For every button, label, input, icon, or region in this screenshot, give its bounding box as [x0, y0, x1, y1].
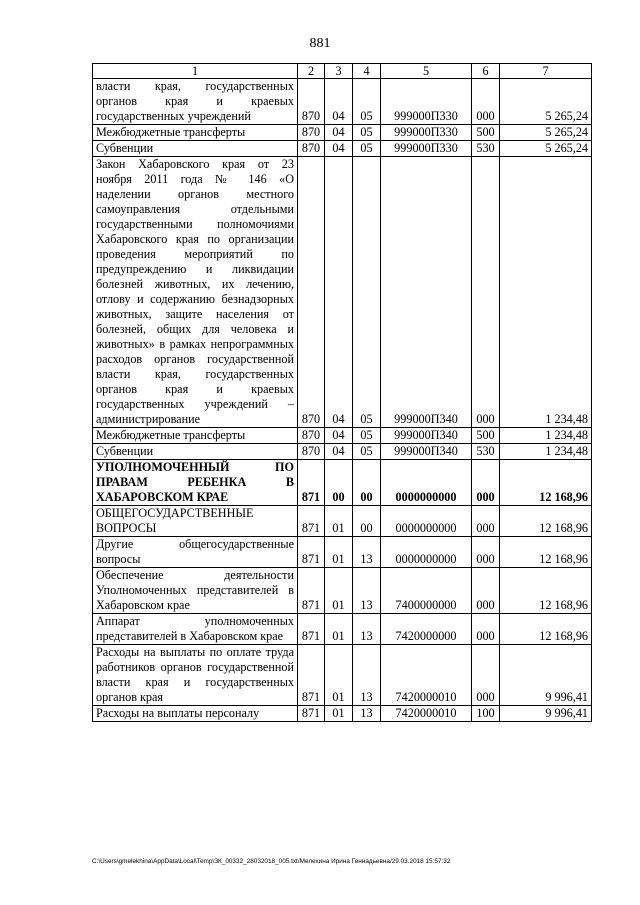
row-code-subsection: 13: [353, 706, 381, 722]
row-code-ministry: 870: [298, 444, 325, 460]
row-code-subsection: 05: [353, 444, 381, 460]
row-code-expense-type: 000: [472, 614, 500, 645]
row-code-target: 999000П330: [381, 79, 472, 125]
row-code-subsection: 05: [353, 79, 381, 125]
row-code-ministry: 871: [298, 460, 325, 506]
row-code-expense-type: 000: [472, 506, 500, 537]
row-name: власти края, государственных органов края и краевых государственных учреждений: [93, 79, 298, 125]
row-code-expense-type: 000: [472, 157, 500, 428]
row-code-target: 7420000000: [381, 614, 472, 645]
row-code-expense-type: 000: [472, 460, 500, 506]
column-header: 4: [353, 64, 381, 79]
row-amount: 5 265,24: [500, 79, 592, 125]
row-code-ministry: 871: [298, 706, 325, 722]
row-amount: 12 168,96: [500, 506, 592, 537]
table-row: [93, 537, 592, 568]
row-code-ministry: 871: [298, 568, 325, 614]
row-name: Обеспечение деятельности Уполномоченных представителей в Хабаровском крае: [93, 568, 298, 614]
table-row: [93, 125, 592, 141]
row-code-expense-type: 500: [472, 428, 500, 444]
row-code-target: 7420000010: [381, 706, 472, 722]
table-row: [93, 506, 592, 537]
row-code-subsection: 00: [353, 506, 381, 537]
row-code-section: 04: [325, 125, 353, 141]
row-code-expense-type: 000: [472, 645, 500, 706]
table-header-row: [93, 64, 592, 79]
row-code-ministry: 870: [298, 79, 325, 125]
row-name: Закон Хабаровского края от 23 ноября 2011 года № 146 «О наделении органов местного самоуправления отдельными государственными полномочиями Хабаровского края по организации проведения мероприятий по предупреждению и ликвидации болезней животных, их лечению, отлову и содержанию безнадзорных животных, защите населения от болезней, общих для человека и животных» в рамках непрограммных расходов органов государственной власти края, государственных органов края и краевых государственных учреждений – администрирование: [93, 157, 298, 428]
row-name: ОБЩЕГОСУДАРСТВЕННЫЕ ВОПРОСЫ: [93, 506, 298, 537]
row-code-target: 7420000010: [381, 645, 472, 706]
row-code-target: 0000000000: [381, 506, 472, 537]
row-code-target: 999000П330: [381, 125, 472, 141]
row-code-expense-type: 000: [472, 537, 500, 568]
row-amount: 9 996,41: [500, 645, 592, 706]
row-code-ministry: 870: [298, 125, 325, 141]
column-header: 5: [381, 64, 472, 79]
row-code-target: 999000П340: [381, 444, 472, 460]
row-code-target: 999000П340: [381, 428, 472, 444]
row-code-subsection: 13: [353, 568, 381, 614]
row-amount: 12 168,96: [500, 614, 592, 645]
row-code-target: 0000000000: [381, 537, 472, 568]
row-amount: 1 234,48: [500, 157, 592, 428]
row-name: Аппарат уполномоченных представителей в Хабаровском крае: [93, 614, 298, 645]
table-row: [93, 460, 592, 506]
row-code-subsection: 00: [353, 460, 381, 506]
row-code-subsection: 13: [353, 537, 381, 568]
row-code-ministry: 871: [298, 645, 325, 706]
row-code-subsection: 13: [353, 614, 381, 645]
row-code-ministry: 870: [298, 428, 325, 444]
row-code-section: 01: [325, 537, 353, 568]
footer-file-path: C:\Users\gmelekhina\AppData\Local\Temp\ЗК_00332_28032018_005.txt/Мелехина Ирина Геннадьевна/29.03.2018 15:57:32: [92, 858, 451, 865]
row-code-subsection: 05: [353, 157, 381, 428]
row-code-section: 04: [325, 428, 353, 444]
table-row: [93, 614, 592, 645]
column-header: 1: [93, 64, 298, 79]
row-code-expense-type: 500: [472, 125, 500, 141]
table-row: [93, 645, 592, 706]
row-code-ministry: 870: [298, 157, 325, 428]
row-code-section: 01: [325, 568, 353, 614]
row-code-section: 01: [325, 706, 353, 722]
row-amount: 1 234,48: [500, 428, 592, 444]
row-name: УПОЛНОМОЧЕННЫЙ ПО ПРАВАМ РЕБЕНКА В ХАБАРОВСКОМ КРАЕ: [93, 460, 298, 506]
column-header: 2: [298, 64, 325, 79]
row-code-ministry: 871: [298, 614, 325, 645]
column-header: 3: [325, 64, 353, 79]
column-header: 6: [472, 64, 500, 79]
row-code-ministry: 870: [298, 141, 325, 157]
row-code-section: 04: [325, 444, 353, 460]
table-row: [93, 428, 592, 444]
table-row: [93, 157, 592, 428]
row-name: Субвенции: [93, 444, 298, 460]
row-amount: 12 168,96: [500, 537, 592, 568]
page-number: 881: [309, 36, 331, 51]
row-code-expense-type: 530: [472, 141, 500, 157]
row-amount: 1 234,48: [500, 444, 592, 460]
row-code-expense-type: 530: [472, 444, 500, 460]
row-code-section: 00: [325, 460, 353, 506]
row-code-target: 999000П340: [381, 157, 472, 428]
row-name: Расходы на выплаты по оплате труда работников органов государственной власти края и государственных органов края: [93, 645, 298, 706]
row-amount: 9 996,41: [500, 706, 592, 722]
row-name: Межбюджетные трансферты: [93, 125, 298, 141]
row-amount: 5 265,24: [500, 125, 592, 141]
row-code-expense-type: 000: [472, 568, 500, 614]
row-code-target: 7400000000: [381, 568, 472, 614]
row-code-ministry: 871: [298, 537, 325, 568]
row-code-ministry: 871: [298, 506, 325, 537]
row-code-target: 0000000000: [381, 460, 472, 506]
row-code-section: 04: [325, 79, 353, 125]
row-code-subsection: 05: [353, 125, 381, 141]
table-row: [93, 568, 592, 614]
row-code-subsection: 13: [353, 645, 381, 706]
column-header: 7: [500, 64, 592, 79]
row-name: Межбюджетные трансферты: [93, 428, 298, 444]
row-code-target: 999000П330: [381, 141, 472, 157]
row-name: Субвенции: [93, 141, 298, 157]
table-row: [93, 444, 592, 460]
table-row: [93, 79, 592, 125]
row-code-section: 04: [325, 141, 353, 157]
row-code-section: 01: [325, 645, 353, 706]
row-code-expense-type: 100: [472, 706, 500, 722]
table-row: [93, 706, 592, 722]
row-amount: 12 168,96: [500, 568, 592, 614]
row-code-expense-type: 000: [472, 79, 500, 125]
row-code-section: 04: [325, 157, 353, 428]
row-code-subsection: 05: [353, 428, 381, 444]
row-amount: 5 265,24: [500, 141, 592, 157]
row-code-section: 01: [325, 506, 353, 537]
row-name: Другие общегосударственные вопросы: [93, 537, 298, 568]
budget-table: [92, 63, 592, 722]
row-code-subsection: 05: [353, 141, 381, 157]
row-code-section: 01: [325, 614, 353, 645]
row-name: Расходы на выплаты персоналу: [93, 706, 298, 722]
table-row: [93, 141, 592, 157]
row-amount: 12 168,96: [500, 460, 592, 506]
